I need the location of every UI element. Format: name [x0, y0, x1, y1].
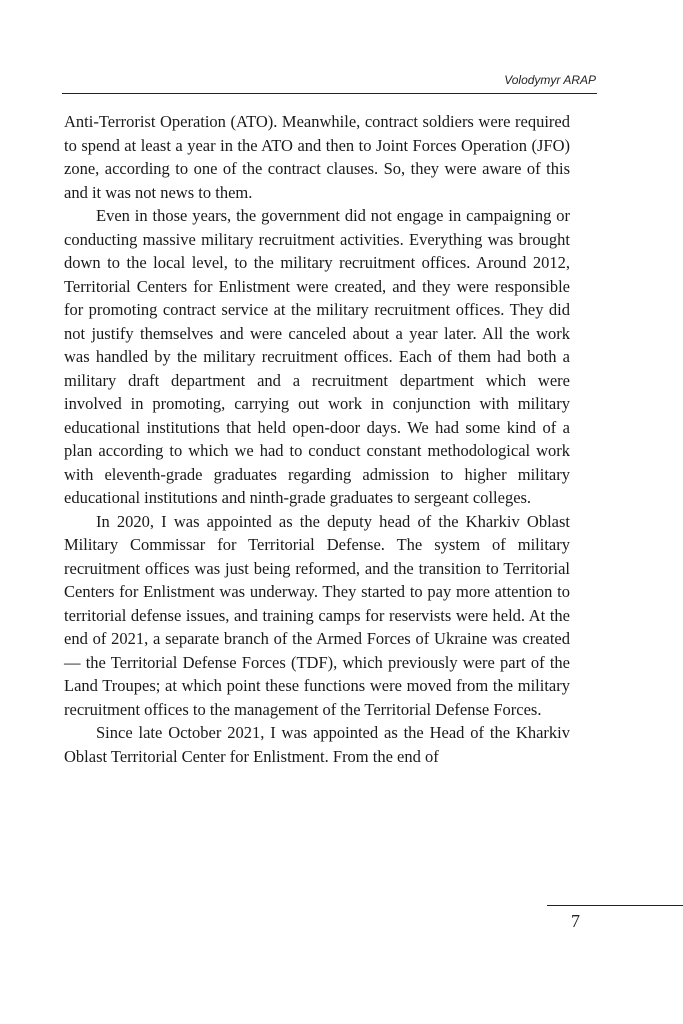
paragraph: Anti-Terrorist Operation (ATO). Meanwhile, contract soldiers were required to spend at least a year in the ATO and then to Joint Forces Operation (JFO) zone, according to one of the contract clauses. So, they were aware of this and it was not news to them. [64, 112, 570, 202]
page-number: 7 [571, 911, 580, 931]
paragraph: Even in those years, the government did not engage in campaigning or conducting massive military recruitment activities. Everything was brought down to the local level, to the military recruitment offices. Around 2012, Territorial Centers for Enlistment were created, and they were responsible for promoting contract service at the military recruitment offices. They did not justify themselves and were canceled about a year later. All the work was handled by the military recruitment offices. Each of them had both a military draft department and a recruitment department which were involved in promoting, carrying out work in conjunction with military educational institutions that held open-door days. We had some kind of a plan according to which we had to conduct constant methodological work with eleventh-grade graduates regarding admission to higher military educational institutions and ninth-grade graduates to sergeant colleges. [64, 206, 570, 507]
paragraph: Since late October 2021, I was appointed as the Head of the Kharkiv Oblast Territorial Center for Enlistment. From the end of [64, 723, 570, 766]
footer-rule [547, 905, 683, 906]
body-text [64, 110, 570, 768]
paragraph: In 2020, I was appointed as the deputy head of the Kharkiv Oblast Military Commissar for Territorial Defense. The system of military recruitment offices was just being reformed, and the transition to Territorial Centers for Enlistment was underway. They started to pay more attention to territorial defense issues, and training camps for reservists were held. At the end of 2021, a separate branch of the Armed Forces of Ukraine was created— the Territorial Defense Forces (TDF), which previously were part of the Land Troupes; at which point these functions were moved from the military recruitment offices to the management of the Territorial Defense Forces. [64, 511, 570, 719]
header-rule [62, 93, 597, 94]
running-head: Volodymyr ARAP [504, 73, 596, 87]
